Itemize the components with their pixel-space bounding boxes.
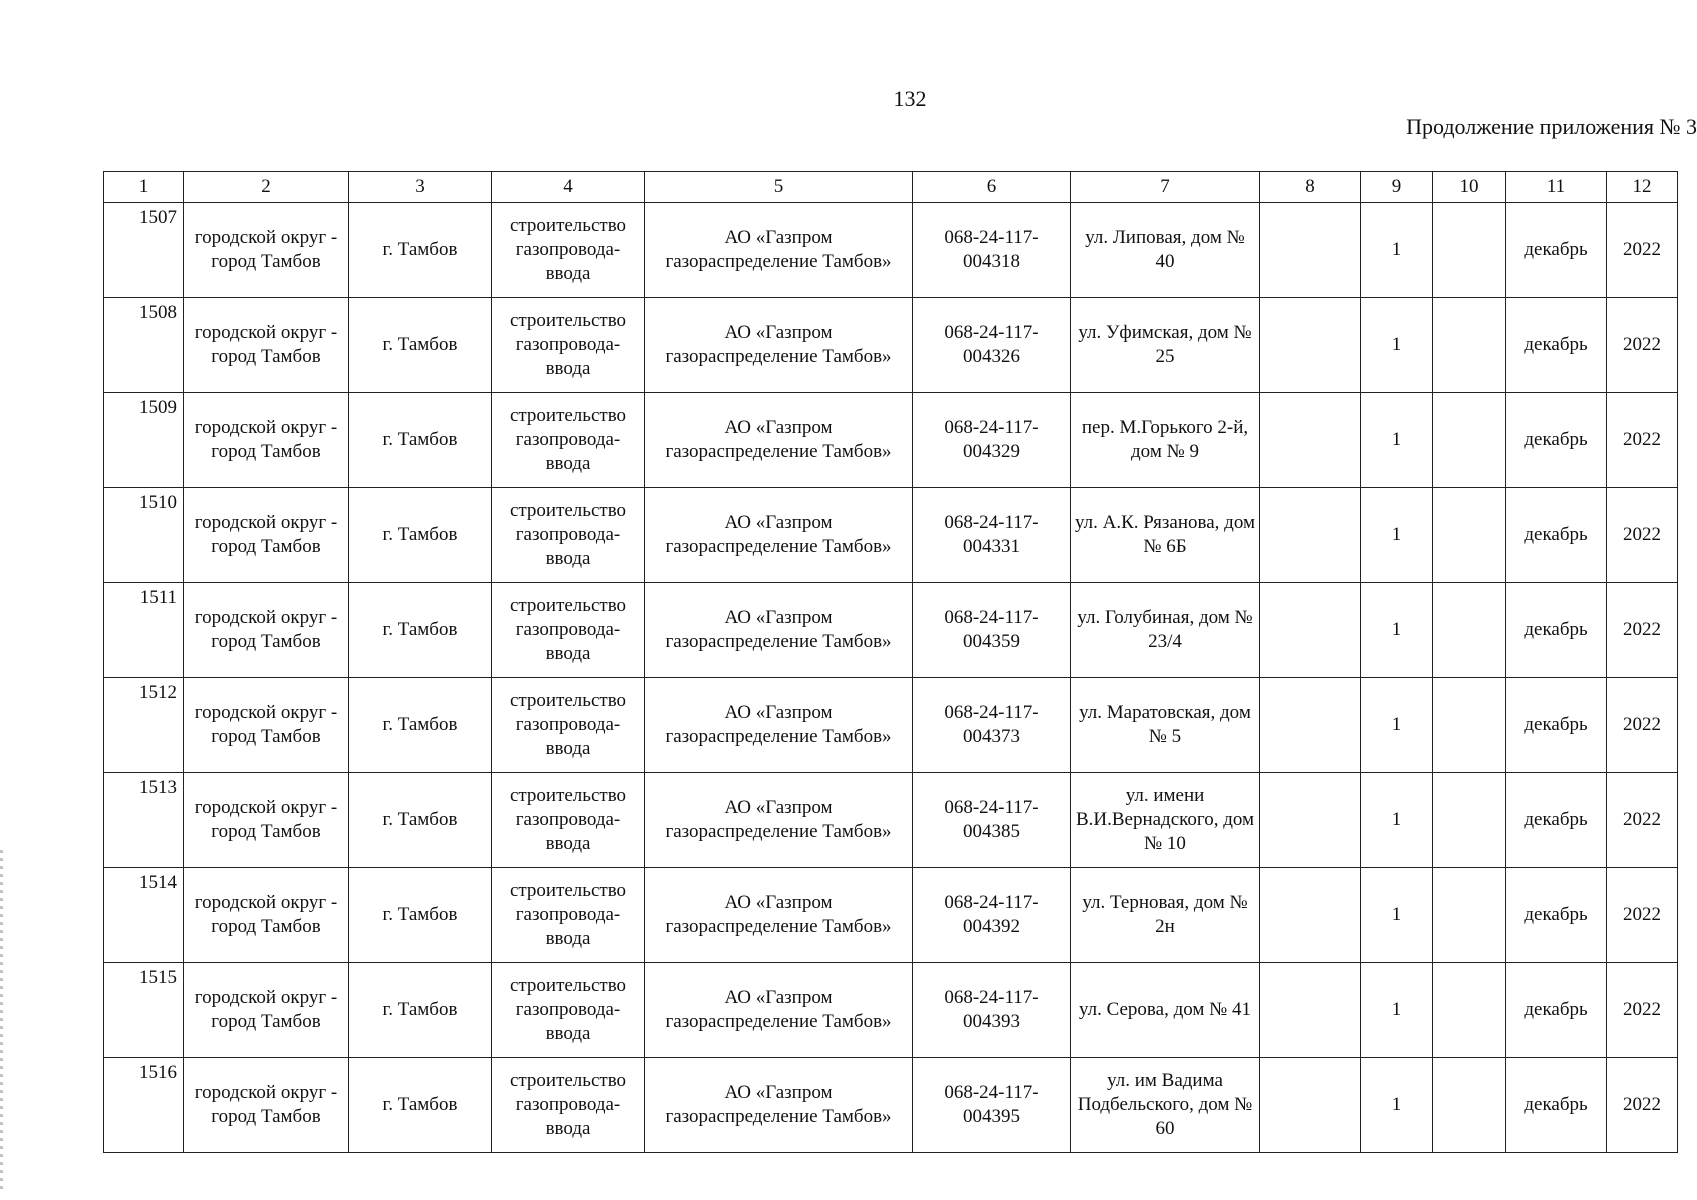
cell-organization: АО «Газпром газораспределение Тамбов» — [645, 488, 913, 583]
cell-organization: АО «Газпром газораспределение Тамбов» — [645, 963, 913, 1058]
cell-settlement: г. Тамбов — [349, 1058, 492, 1153]
cell-municipality: городской округ - город Тамбов — [184, 678, 349, 773]
table-row — [104, 963, 1678, 1058]
cell-quantity: 1 — [1361, 583, 1433, 678]
cell-year: 2022 — [1607, 868, 1678, 963]
cell-row-number: 1509 — [104, 393, 184, 488]
cell-year: 2022 — [1607, 1058, 1678, 1153]
cell-quantity: 1 — [1361, 678, 1433, 773]
cell-month: декабрь — [1506, 1058, 1607, 1153]
cell-col-8 — [1260, 773, 1361, 868]
cell-month: декабрь — [1506, 298, 1607, 393]
cell-municipality: городской округ - город Тамбов — [184, 773, 349, 868]
cell-year: 2022 — [1607, 583, 1678, 678]
cell-month: декабрь — [1506, 488, 1607, 583]
cell-municipality: городской округ - город Тамбов — [184, 583, 349, 678]
cell-quantity: 1 — [1361, 1058, 1433, 1153]
column-header: 11 — [1506, 172, 1607, 203]
appendix-continuation-note: Продолжение приложения № 3 — [1406, 114, 1697, 139]
cell-col-10 — [1433, 488, 1506, 583]
cell-address: ул. имени В.И.Вернадского, дом № 10 — [1071, 773, 1260, 868]
cell-col-8 — [1260, 1058, 1361, 1153]
cell-object-code: 068-24-117-004373 — [913, 678, 1071, 773]
column-header: 4 — [492, 172, 645, 203]
cell-settlement: г. Тамбов — [349, 868, 492, 963]
cell-object-code: 068-24-117-004318 — [913, 203, 1071, 298]
cell-year: 2022 — [1607, 298, 1678, 393]
table-row — [104, 583, 1678, 678]
cell-col-10 — [1433, 773, 1506, 868]
cell-col-8 — [1260, 203, 1361, 298]
scan-edge-artifact — [0, 850, 3, 1190]
cell-month: декабрь — [1506, 203, 1607, 298]
cell-row-number: 1516 — [104, 1058, 184, 1153]
cell-settlement: г. Тамбов — [349, 488, 492, 583]
cell-month: декабрь — [1506, 678, 1607, 773]
table-row — [104, 298, 1678, 393]
cell-work-type: строительство газопровода-ввода — [492, 1058, 645, 1153]
column-header: 9 — [1361, 172, 1433, 203]
cell-col-8 — [1260, 583, 1361, 678]
table-row — [104, 773, 1678, 868]
cell-object-code: 068-24-117-004385 — [913, 773, 1071, 868]
cell-col-10 — [1433, 1058, 1506, 1153]
cell-settlement: г. Тамбов — [349, 583, 492, 678]
cell-col-8 — [1260, 678, 1361, 773]
table-row — [104, 1058, 1678, 1153]
cell-organization: АО «Газпром газораспределение Тамбов» — [645, 583, 913, 678]
cell-settlement: г. Тамбов — [349, 393, 492, 488]
cell-work-type: строительство газопровода-ввода — [492, 773, 645, 868]
cell-object-code: 068-24-117-004392 — [913, 868, 1071, 963]
cell-month: декабрь — [1506, 868, 1607, 963]
cell-col-10 — [1433, 963, 1506, 1058]
cell-address: ул. Терновая, дом № 2н — [1071, 868, 1260, 963]
cell-quantity: 1 — [1361, 203, 1433, 298]
cell-settlement: г. Тамбов — [349, 678, 492, 773]
cell-col-10 — [1433, 868, 1506, 963]
cell-year: 2022 — [1607, 963, 1678, 1058]
cell-work-type: строительство газопровода-ввода — [492, 678, 645, 773]
cell-object-code: 068-24-117-004395 — [913, 1058, 1071, 1153]
column-header: 1 — [104, 172, 184, 203]
cell-col-10 — [1433, 393, 1506, 488]
column-header: 12 — [1607, 172, 1678, 203]
table-row — [104, 203, 1678, 298]
cell-month: декабрь — [1506, 393, 1607, 488]
cell-object-code: 068-24-117-004326 — [913, 298, 1071, 393]
cell-quantity: 1 — [1361, 488, 1433, 583]
cell-col-10 — [1433, 298, 1506, 393]
cell-settlement: г. Тамбов — [349, 963, 492, 1058]
cell-municipality: городской округ - город Тамбов — [184, 393, 349, 488]
cell-work-type: строительство газопровода-ввода — [492, 393, 645, 488]
cell-municipality: городской округ - город Тамбов — [184, 868, 349, 963]
cell-quantity: 1 — [1361, 393, 1433, 488]
cell-address: ул. Липовая, дом № 40 — [1071, 203, 1260, 298]
cell-row-number: 1512 — [104, 678, 184, 773]
cell-object-code: 068-24-117-004359 — [913, 583, 1071, 678]
cell-settlement: г. Тамбов — [349, 298, 492, 393]
cell-quantity: 1 — [1361, 868, 1433, 963]
cell-organization: АО «Газпром газораспределение Тамбов» — [645, 868, 913, 963]
cell-organization: АО «Газпром газораспределение Тамбов» — [645, 298, 913, 393]
cell-quantity: 1 — [1361, 298, 1433, 393]
cell-organization: АО «Газпром газораспределение Тамбов» — [645, 393, 913, 488]
registry-body — [104, 203, 1678, 1153]
cell-month: декабрь — [1506, 963, 1607, 1058]
cell-address: ул. А.К. Рязанова, дом № 6Б — [1071, 488, 1260, 583]
column-header: 8 — [1260, 172, 1361, 203]
cell-col-8 — [1260, 488, 1361, 583]
cell-address: пер. М.Горького 2-й, дом № 9 — [1071, 393, 1260, 488]
column-header: 7 — [1071, 172, 1260, 203]
cell-col-8 — [1260, 393, 1361, 488]
cell-organization: АО «Газпром газораспределение Тамбов» — [645, 773, 913, 868]
cell-row-number: 1510 — [104, 488, 184, 583]
table-row — [104, 393, 1678, 488]
cell-work-type: строительство газопровода-ввода — [492, 868, 645, 963]
cell-work-type: строительство газопровода-ввода — [492, 488, 645, 583]
cell-year: 2022 — [1607, 678, 1678, 773]
cell-object-code: 068-24-117-004393 — [913, 963, 1071, 1058]
cell-row-number: 1514 — [104, 868, 184, 963]
cell-work-type: строительство газопровода-ввода — [492, 298, 645, 393]
cell-municipality: городской округ - город Тамбов — [184, 203, 349, 298]
cell-address: ул. Уфимская, дом № 25 — [1071, 298, 1260, 393]
registry-table — [103, 171, 1678, 1153]
cell-year: 2022 — [1607, 488, 1678, 583]
cell-row-number: 1508 — [104, 298, 184, 393]
cell-quantity: 1 — [1361, 773, 1433, 868]
cell-settlement: г. Тамбов — [349, 773, 492, 868]
table-row — [104, 488, 1678, 583]
column-header: 5 — [645, 172, 913, 203]
cell-col-10 — [1433, 583, 1506, 678]
cell-address: ул. Маратовская, дом № 5 — [1071, 678, 1260, 773]
cell-month: декабрь — [1506, 583, 1607, 678]
cell-address: ул. им Вадима Подбельского, дом № 60 — [1071, 1058, 1260, 1153]
cell-work-type: строительство газопровода-ввода — [492, 203, 645, 298]
column-header: 3 — [349, 172, 492, 203]
cell-row-number: 1515 — [104, 963, 184, 1058]
cell-year: 2022 — [1607, 203, 1678, 298]
cell-municipality: городской округ - город Тамбов — [184, 488, 349, 583]
page-number: 132 — [893, 86, 927, 111]
cell-year: 2022 — [1607, 393, 1678, 488]
cell-work-type: строительство газопровода-ввода — [492, 583, 645, 678]
cell-row-number: 1507 — [104, 203, 184, 298]
cell-address: ул. Серова, дом № 41 — [1071, 963, 1260, 1058]
cell-row-number: 1513 — [104, 773, 184, 868]
column-header: 10 — [1433, 172, 1506, 203]
cell-month: декабрь — [1506, 773, 1607, 868]
cell-municipality: городской округ - город Тамбов — [184, 298, 349, 393]
cell-work-type: строительство газопровода-ввода — [492, 963, 645, 1058]
cell-organization: АО «Газпром газораспределение Тамбов» — [645, 1058, 913, 1153]
cell-object-code: 068-24-117-004331 — [913, 488, 1071, 583]
cell-object-code: 068-24-117-004329 — [913, 393, 1071, 488]
cell-row-number: 1511 — [104, 583, 184, 678]
cell-col-8 — [1260, 298, 1361, 393]
column-header: 6 — [913, 172, 1071, 203]
cell-quantity: 1 — [1361, 963, 1433, 1058]
header-row — [104, 172, 1678, 203]
table-row — [104, 868, 1678, 963]
cell-organization: АО «Газпром газораспределение Тамбов» — [645, 203, 913, 298]
cell-municipality: городской округ - город Тамбов — [184, 1058, 349, 1153]
table-row — [104, 678, 1678, 773]
cell-col-10 — [1433, 203, 1506, 298]
cell-municipality: городской округ - город Тамбов — [184, 963, 349, 1058]
cell-address: ул. Голубиная, дом № 23/4 — [1071, 583, 1260, 678]
cell-settlement: г. Тамбов — [349, 203, 492, 298]
cell-col-8 — [1260, 868, 1361, 963]
cell-col-10 — [1433, 678, 1506, 773]
cell-year: 2022 — [1607, 773, 1678, 868]
cell-col-8 — [1260, 963, 1361, 1058]
column-header: 2 — [184, 172, 349, 203]
cell-organization: АО «Газпром газораспределение Тамбов» — [645, 678, 913, 773]
